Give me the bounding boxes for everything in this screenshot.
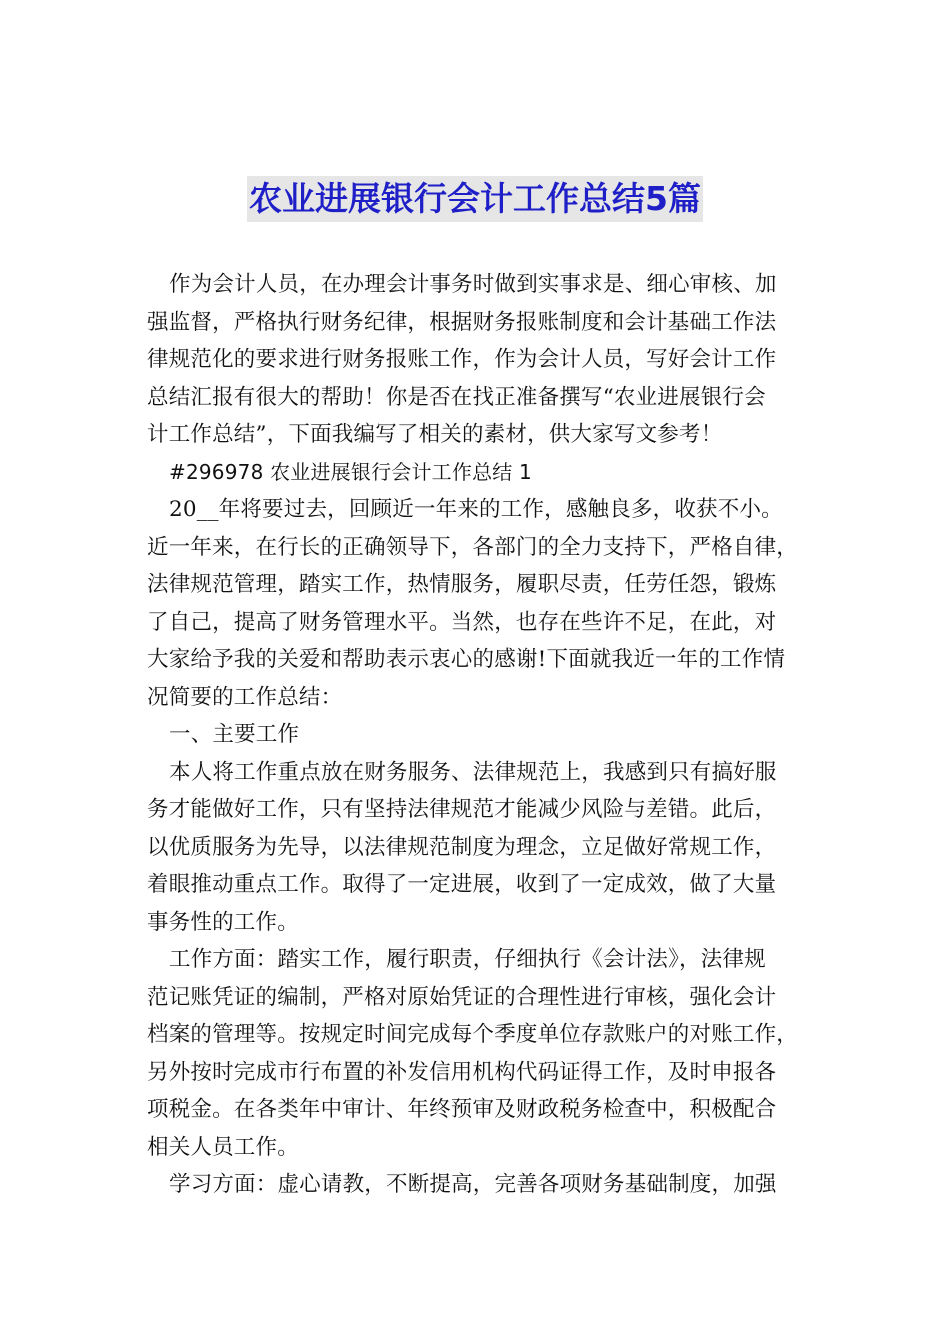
paragraph-line: 20__年将要过去，回顾近一年来的工作，感触良多，收获不小。 [169, 497, 783, 522]
document-title: 农业进展银行会计工作总结5篇 [247, 176, 703, 222]
paragraph-line: 学习方面：虚心请教，不断提高，完善各项财务基础制度，加强 [169, 1172, 777, 1197]
paragraph-line: 着眼推动重点工作。取得了一定进展，收到了一定成效，做了大量 [147, 872, 777, 897]
paragraph-line: 作为会计人员，在办理会计事务时做到实事求是、细心审核、加 [169, 272, 777, 297]
paragraph-line: 大家给予我的关爱和帮助表示衷心的感谢!下面就我近一年的工作情 [147, 647, 786, 672]
document-body [147, 266, 807, 1204]
paragraph-line: 相关人员工作。 [147, 1134, 299, 1160]
paragraph-line: 务才能做好工作，只有坚持法律规范才能减少风险与差错。此后， [147, 797, 777, 822]
paragraph-line: 事务性的工作。 [147, 909, 299, 935]
paragraph-line: 了自己，提高了财务管理水平。当然，也存在些许不足，在此，对 [147, 609, 777, 635]
paragraph-line: 律规范化的要求进行财务报账工作，作为会计人员，写好会计工作 [147, 347, 777, 372]
paragraph-line: 档案的管理等。按规定时间完成每个季度单位存款账户的对账工作， [147, 1022, 799, 1047]
subsection-heading: 一、主要工作 [169, 722, 300, 747]
paragraph-line: 强监督，严格执行财务纪律，根据财务报账制度和会计基础工作法 [147, 309, 777, 335]
section-heading: #296978 农业进展银行会计工作总结 1 [169, 459, 532, 484]
paragraph-line: 总结汇报有很大的帮助！你是否在找正准备撰写“农业进展银行会 [147, 384, 766, 410]
paragraph-line: 计工作总结”，下面我编写了相关的素材，供大家写文参考！ [147, 422, 723, 447]
paragraph-line: 以优质服务为先导，以法律规范制度为理念，立足做好常规工作， [147, 834, 777, 860]
paragraph-line: 近一年来，在行长的正确领导下，各部门的全力支持下，严格自律， [147, 534, 799, 560]
paragraph-line: 法律规范管理，踏实工作，热情服务，履职尽责，任劳任怨，锻炼 [147, 572, 777, 597]
paragraph-line: 范记账凭证的编制，严格对原始凭证的合理性进行审核，强化会计 [147, 984, 777, 1010]
paragraph-line: 本人将工作重点放在财务服务、法律规范上，我感到只有搞好服 [169, 759, 777, 785]
paragraph-line: 另外按时完成市行布置的补发信用机构代码证得工作，及时申报各 [147, 1059, 777, 1085]
paragraph-line: 况简要的工作总结： [147, 684, 343, 710]
paragraph-line: 项税金。在各类年中审计、年终预审及财政税务检查中，积极配合 [147, 1097, 777, 1122]
title-container [0, 176, 950, 222]
paragraph-line: 工作方面：踏实工作，履行职责，仔细执行《会计法》，法律规 [169, 947, 766, 972]
